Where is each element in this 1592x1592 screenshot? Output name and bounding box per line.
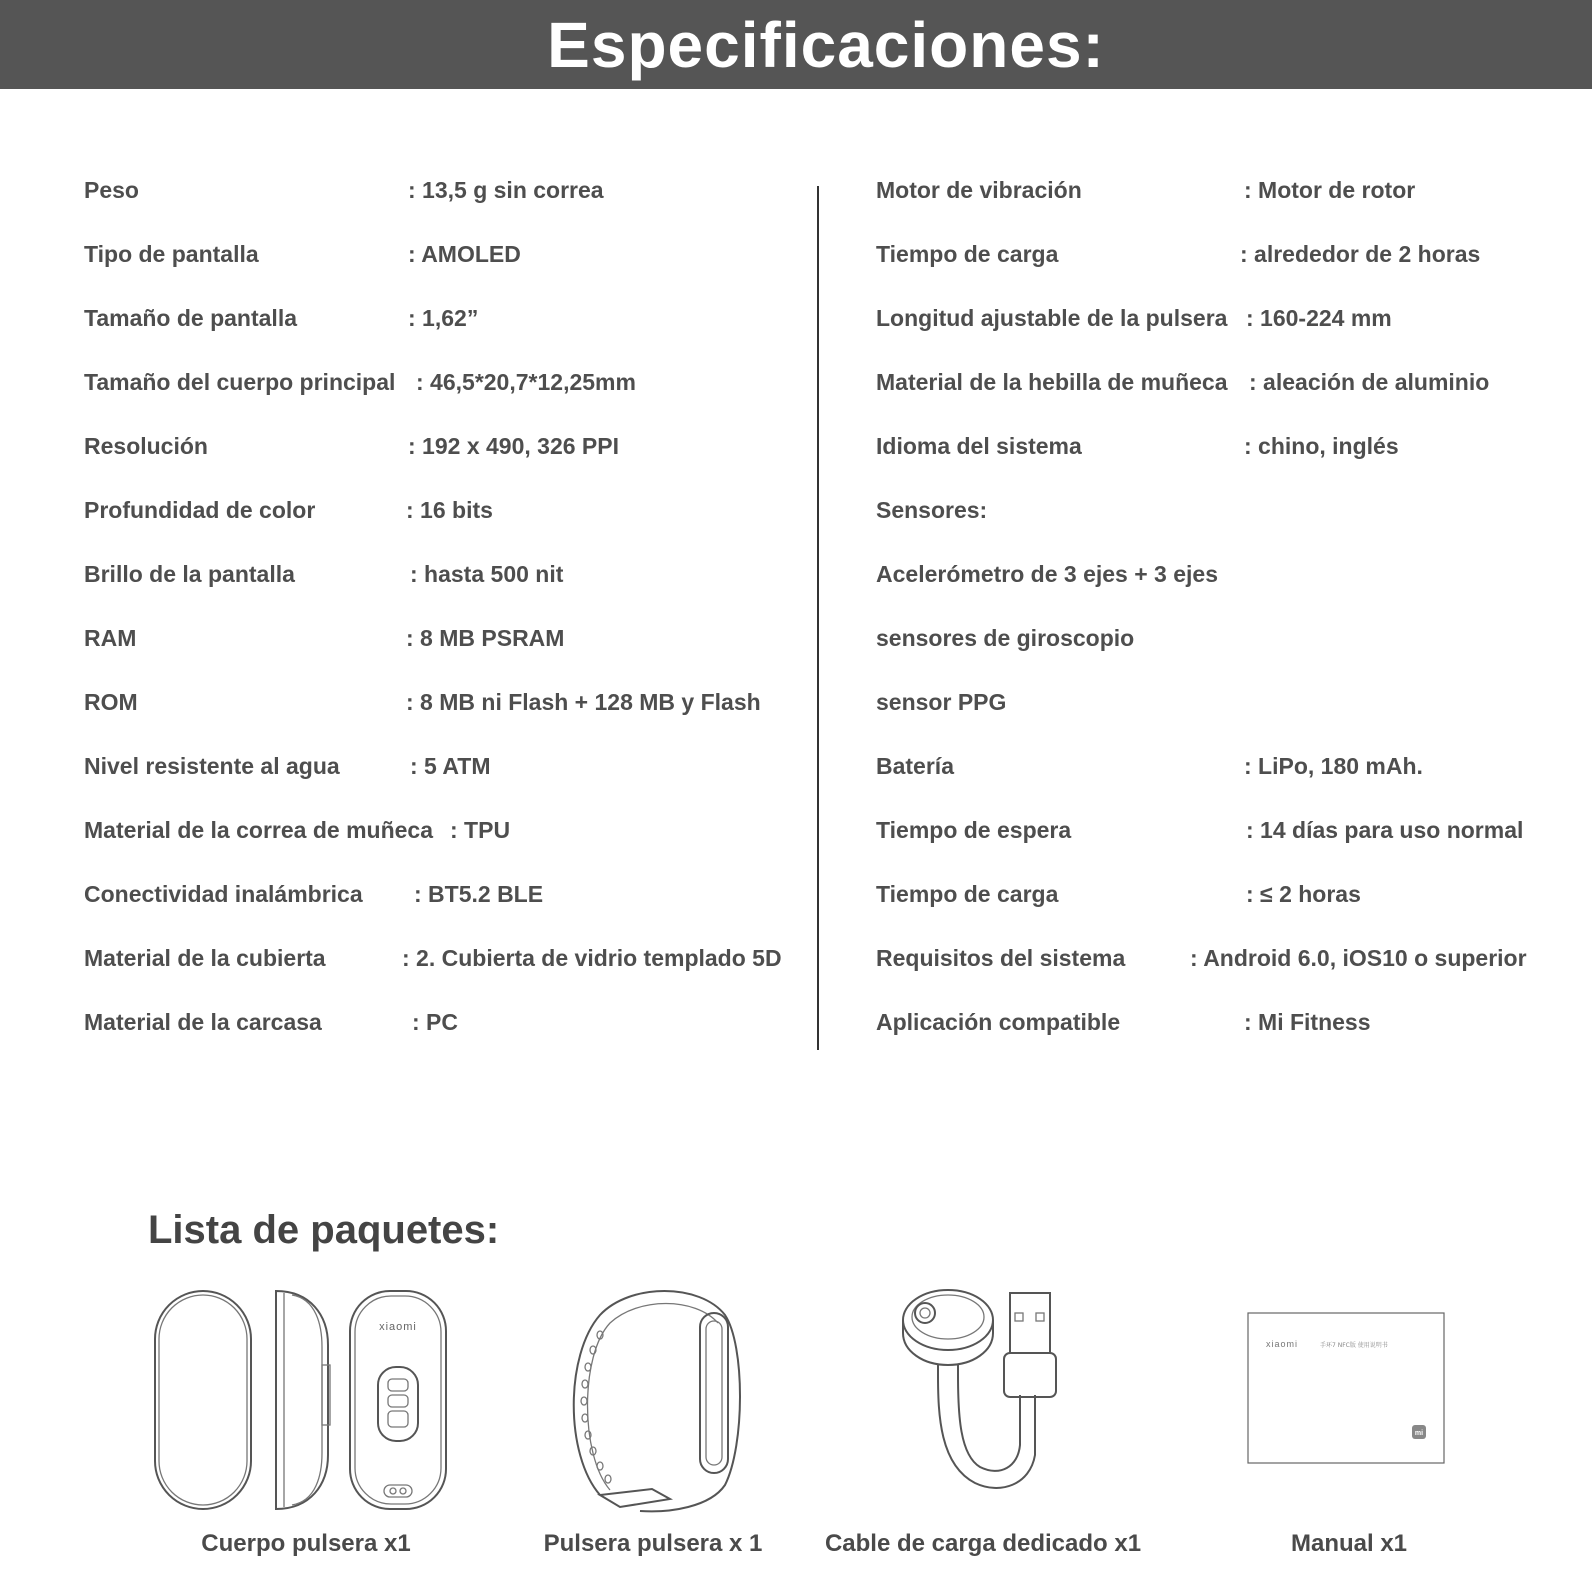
spec-row <box>876 741 1576 805</box>
spec-label: Requisitos del sistema <box>876 945 1126 971</box>
spec-value: : chino, inglés <box>1244 433 1399 459</box>
spec-label: Tiempo de carga <box>876 881 1059 907</box>
spec-value: : PC <box>412 1009 458 1035</box>
spec-value: : 46,5*20,7*12,25mm <box>416 369 636 395</box>
spec-value: : BT5.2 BLE <box>414 881 544 907</box>
spec-value: : 8 MB ni Flash + 128 MB y Flash <box>406 689 761 715</box>
spec-value: : Motor de rotor <box>1244 177 1416 203</box>
spec-row <box>876 485 1576 549</box>
spec-value: : 5 ATM <box>410 753 491 779</box>
spec-list-right <box>876 165 1576 1061</box>
spec-label: Tipo de pantalla <box>84 241 259 267</box>
spec-row <box>876 293 1576 357</box>
caption-charging-cable: Cable de carga dedicado x1 <box>824 1530 1142 1557</box>
spec-value: : alrededor de 2 horas <box>1240 241 1481 267</box>
spec-row <box>876 165 1576 229</box>
spec-value: : 13,5 g sin correa <box>408 177 604 203</box>
spec-label: Idioma del sistema <box>876 433 1082 459</box>
spec-value: : TPU <box>450 817 511 843</box>
caption-wrist-strap: Pulsera pulsera x 1 <box>543 1530 763 1557</box>
mi-logo-icon: mi <box>1414 1430 1424 1437</box>
spec-label: Resolución <box>84 433 208 459</box>
spec-row <box>876 997 1576 1061</box>
charging-cable-icon <box>900 1285 1080 1520</box>
spec-row <box>876 869 1576 933</box>
spec-row <box>84 805 804 869</box>
spec-label: Conectividad inalámbrica <box>84 881 363 907</box>
spec-row <box>84 229 804 293</box>
spec-label: Tamaño del cuerpo principal <box>84 369 396 395</box>
spec-row <box>84 613 804 677</box>
spec-row <box>876 933 1576 997</box>
spec-row <box>84 741 804 805</box>
spec-value: : AMOLED <box>408 241 521 267</box>
spec-value: : LiPo, 180 mAh. <box>1244 753 1423 779</box>
spec-value: : Android 6.0, iOS10 o superior <box>1190 945 1527 971</box>
spec-label: Tiempo de carga <box>876 241 1059 267</box>
spec-label: Batería <box>876 753 954 779</box>
spec-label: sensor PPG <box>876 689 1007 715</box>
spec-value: : ≤ 2 horas <box>1246 881 1361 907</box>
spec-value: : hasta 500 nit <box>410 561 564 587</box>
spec-label: Material de la hebilla de muñeca <box>876 369 1228 395</box>
spec-row <box>876 421 1576 485</box>
band-brand-text: xiaomi <box>379 1321 417 1333</box>
spec-row <box>876 229 1576 293</box>
spec-row <box>876 357 1576 421</box>
spec-label: Material de la correa de muñeca <box>84 817 433 843</box>
spec-value: : Mi Fitness <box>1244 1009 1371 1035</box>
spec-value: : aleación de aluminio <box>1249 369 1490 395</box>
spec-label: Brillo de la pantalla <box>84 561 295 587</box>
spec-row <box>84 165 804 229</box>
spec-value: : 160-224 mm <box>1246 305 1392 331</box>
spec-row <box>84 869 804 933</box>
caption-manual: Manual x1 <box>1290 1530 1408 1557</box>
spec-row <box>84 933 804 997</box>
spec-label: Tamaño de pantalla <box>84 305 298 331</box>
spec-list-left <box>84 165 804 1061</box>
spec-row <box>876 613 1576 677</box>
wrist-strap-icon <box>560 1285 750 1520</box>
spec-row <box>84 421 804 485</box>
spec-row <box>876 677 1576 741</box>
spec-row <box>84 293 804 357</box>
spec-label: Peso <box>84 177 139 203</box>
spec-row <box>876 549 1576 613</box>
spec-value: : 2. Cubierta de vidrio templado 5D <box>402 945 782 971</box>
caption-band-body: Cuerpo pulsera x1 <box>201 1530 411 1557</box>
spec-label: Aplicación compatible <box>876 1009 1121 1035</box>
page-title: Especificaciones: <box>547 8 1105 81</box>
spec-row <box>84 677 804 741</box>
spec-row <box>876 805 1576 869</box>
band-body-icon <box>150 1285 460 1520</box>
spec-row <box>84 357 804 421</box>
column-divider <box>817 186 819 1050</box>
spec-row <box>84 549 804 613</box>
spec-value: : 192 x 490, 326 PPI <box>408 433 619 459</box>
spec-label: Nivel resistente al agua <box>84 753 340 779</box>
spec-row <box>84 997 804 1061</box>
spec-value: : 14 días para uso normal <box>1246 817 1524 843</box>
spec-label: Sensores: <box>876 497 988 523</box>
spec-label: Material de la cubierta <box>84 945 326 971</box>
header-bar <box>0 0 1592 89</box>
spec-label: Tiempo de espera <box>876 817 1072 843</box>
manual-brand-text: xiaomi <box>1266 1339 1299 1349</box>
spec-label: Longitud ajustable de la pulsera <box>876 305 1228 331</box>
package-list-title: Lista de paquetes: <box>148 1208 500 1252</box>
spec-label: Acelerómetro de 3 ejes + 3 ejes <box>876 561 1219 587</box>
spec-label: ROM <box>84 689 138 715</box>
spec-label: sensores de giroscopio <box>876 625 1135 651</box>
spec-label: Material de la carcasa <box>84 1009 322 1035</box>
spec-value: : 1,62” <box>408 305 479 331</box>
spec-value: : 8 MB PSRAM <box>406 625 565 651</box>
spec-label: Motor de vibración <box>876 177 1082 203</box>
spec-row <box>84 485 804 549</box>
manual-icon <box>1246 1285 1446 1470</box>
spec-value: : 16 bits <box>406 497 493 523</box>
manual-subtitle: 手环7 NFC版 使用说明书 <box>1320 1342 1388 1349</box>
spec-label: RAM <box>84 625 137 651</box>
spec-label: Profundidad de color <box>84 497 316 523</box>
